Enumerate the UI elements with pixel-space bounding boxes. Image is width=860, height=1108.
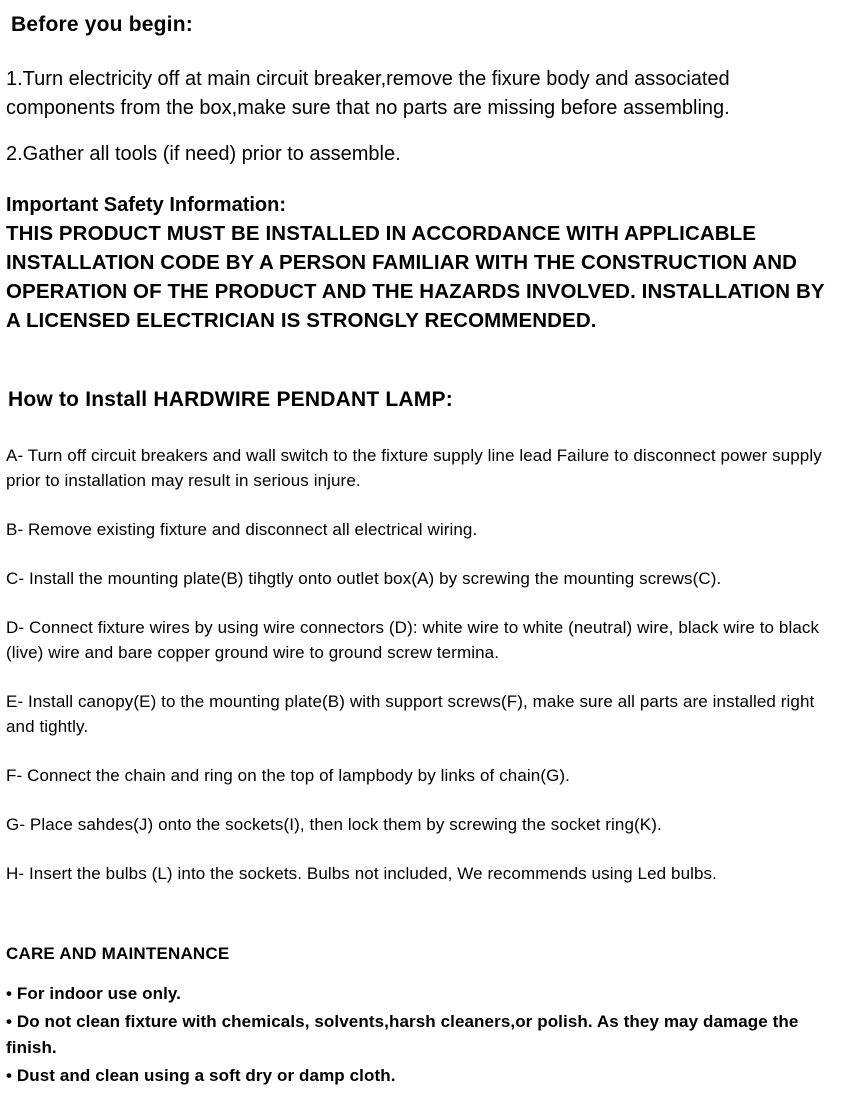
care-bullet-dust-cloth: • Dust and clean using a soft dry or damp cloth. — [6, 1066, 396, 1085]
safety-information-heading: Important Safety Information: — [6, 194, 287, 216]
install-step-c: C- Install the mounting plate(B) tihgtly onto outlet box(A) by screwing the mounting screws(C). — [6, 569, 722, 588]
install-step-b: B- Remove existing fixture and disconnect all electrical wiring. — [6, 520, 478, 539]
prep-step-2: 2.Gather all tools (if need) prior to assemble. — [6, 143, 401, 165]
before-you-begin-heading: Before you begin: — [11, 13, 193, 36]
care-bullet-indoor: • For indoor use only. — [6, 984, 182, 1003]
safety-information-text: THIS PRODUCT MUST BE INSTALLED IN ACCORDANCE WITH APPLICABLE INSTALLATION CODE BY A PERSON FAMILIAR WITH THE CONSTRUCTION AND OPERATION OF THE PRODUCT AND THE HAZARDS INVOLVED. INSTALLATION BY A LICENSED ELECTRICIAN IS STRONGLY RECOMMENDED. — [6, 222, 825, 332]
how-to-install-heading: How to Install HARDWIRE PENDANT LAMP: — [8, 388, 453, 411]
install-step-a: A- Turn off circuit breakers and wall switch to the fixture supply line lead Failure to disconnect power supply prior to installation may result in serious injure. — [6, 446, 822, 490]
prep-step-1: 1.Turn electricity off at main circuit breaker,remove the fixure body and associated components from the box,make sure that no parts are missing before assembling. — [6, 68, 730, 119]
install-step-d: D- Connect fixture wires by using wire connectors (D): white wire to white (neutral) wire, black wire to black (live) wire and bare copper ground wire to ground screw termina. — [6, 618, 820, 662]
install-step-h: H- Insert the bulbs (L) into the sockets. Bulbs not included, We recommends using Led bulbs. — [6, 864, 717, 883]
care-and-maintenance-heading: CARE AND MAINTENANCE — [6, 944, 230, 963]
install-step-f: F- Connect the chain and ring on the top of lampbody by links of chain(G). — [6, 766, 570, 785]
install-step-e: E- Install canopy(E) to the mounting plate(B) with support screws(F), make sure all parts are installed right and tightly. — [6, 692, 815, 736]
care-bullet-no-chemicals: • Do not clean fixture with chemicals, solvents,harsh cleaners,or polish. As they may damage the finish. — [6, 1012, 799, 1057]
install-step-g: G- Place sahdes(J) onto the sockets(I), then lock them by screwing the socket ring(K). — [6, 815, 662, 834]
